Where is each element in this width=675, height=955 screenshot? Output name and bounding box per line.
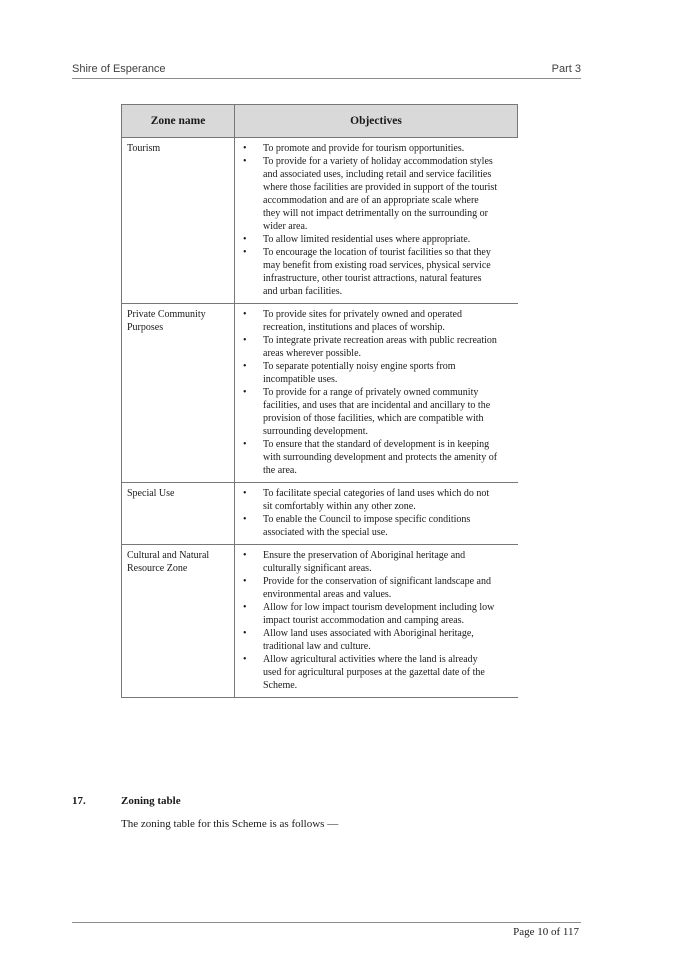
column-header-objectives: Objectives: [235, 105, 518, 138]
objective-text: Allow land uses associated with Aboriginal heritage, traditional law and culture.: [263, 628, 474, 652]
bullet-icon: •: [243, 309, 247, 320]
objectives-cell: [235, 138, 518, 304]
objectives-list: [235, 487, 498, 539]
objective-item: [235, 308, 498, 334]
objective-item: [235, 155, 498, 233]
header-document-title: Shire of Esperance: [72, 63, 166, 75]
objectives-list: [235, 142, 498, 298]
bullet-icon: •: [243, 576, 247, 587]
header-divider: [72, 78, 581, 79]
bullet-icon: •: [243, 550, 247, 561]
section-title: Zoning table: [121, 795, 181, 807]
objective-text: To ensure that the standard of development is in keeping with surrounding development and protects the amenity of the area.: [263, 439, 498, 476]
table-row: [122, 545, 518, 698]
zone-name-cell: Tourism: [122, 138, 235, 304]
objective-item: [235, 627, 498, 653]
objective-text: To provide for a range of privately owned community facilities, and uses that are incidental and ancillary to the provision of those facilities, which are compatible with surrounding development.: [263, 387, 491, 437]
objective-text: To allow limited residential uses where appropriate.: [263, 234, 471, 245]
objective-item: [235, 360, 498, 386]
page-number: Page 10 of 117: [513, 926, 579, 938]
bullet-icon: •: [243, 602, 247, 613]
objective-text: To provide for a variety of holiday accommodation styles and associated uses, including retail and service facilities where those facilities are provided in support of the tourist accommodation and are of an appropriate scale where they will not impact detrimentally on the surrounding or wider area.: [263, 156, 498, 232]
objective-text: Ensure the preservation of Aboriginal heritage and culturally significant areas.: [263, 550, 466, 574]
zone-name-cell: Cultural and Natural Resource Zone: [122, 545, 235, 698]
objective-item: [235, 438, 498, 477]
bullet-icon: •: [243, 439, 247, 450]
objectives-cell: [235, 545, 518, 698]
objectives-cell: [235, 304, 518, 483]
zone-name-cell: Special Use: [122, 483, 235, 545]
header-part-label: Part 3: [551, 63, 581, 75]
bullet-icon: •: [243, 143, 247, 154]
objective-item: [235, 386, 498, 438]
table-header-row: [122, 105, 518, 138]
objective-item: [235, 513, 498, 539]
objective-item: [235, 334, 498, 360]
objective-item: [235, 549, 498, 575]
section-body-text: The zoning table for this Scheme is as follows —: [121, 818, 339, 830]
objectives-list: [235, 308, 498, 477]
objective-text: To facilitate special categories of land uses which do not sit comfortably within any other zone.: [263, 488, 490, 512]
zone-objectives-table: [121, 104, 518, 698]
objective-text: To encourage the location of tourist facilities so that they may benefit from existing road services, physical service infrastructure, other tourist attractions, natural features and urban facilities.: [263, 247, 491, 297]
table-row: [122, 304, 518, 483]
objective-text: To enable the Council to impose specific conditions associated with the special use.: [263, 514, 471, 538]
objective-item: [235, 142, 498, 155]
section-number: 17.: [72, 795, 86, 807]
bullet-icon: •: [243, 361, 247, 372]
bullet-icon: •: [243, 654, 247, 665]
zone-name-cell: Private Community Purposes: [122, 304, 235, 483]
bullet-icon: •: [243, 514, 247, 525]
bullet-icon: •: [243, 156, 247, 167]
bullet-icon: •: [243, 247, 247, 258]
objective-text: Allow agricultural activities where the land is already used for agricultural purposes at the gazettal date of the Scheme.: [263, 654, 485, 691]
objective-text: Provide for the conservation of significant landscape and environmental areas and values.: [263, 576, 491, 600]
column-header-zone-name: Zone name: [122, 105, 235, 138]
objectives-cell: [235, 483, 518, 545]
bullet-icon: •: [243, 387, 247, 398]
bullet-icon: •: [243, 628, 247, 639]
table-row: [122, 483, 518, 545]
objective-item: [235, 246, 498, 298]
objectives-list: [235, 549, 498, 692]
objective-item: [235, 575, 498, 601]
footer-divider: [72, 922, 581, 923]
bullet-icon: •: [243, 234, 247, 245]
objective-text: To separate potentially noisy engine sports from incompatible uses.: [263, 361, 456, 385]
objective-text: To integrate private recreation areas with public recreation areas wherever possible.: [263, 335, 497, 359]
objective-item: [235, 233, 498, 246]
table-row: [122, 138, 518, 304]
objective-item: [235, 487, 498, 513]
objective-text: To promote and provide for tourism opportunities.: [263, 143, 465, 154]
objective-text: Allow for low impact tourism development including low impact tourist accommodation and camping areas.: [263, 602, 495, 626]
bullet-icon: •: [243, 488, 247, 499]
objective-text: To provide sites for privately owned and operated recreation, institutions and places of worship.: [263, 309, 462, 333]
bullet-icon: •: [243, 335, 247, 346]
objective-item: [235, 601, 498, 627]
objective-item: [235, 653, 498, 692]
